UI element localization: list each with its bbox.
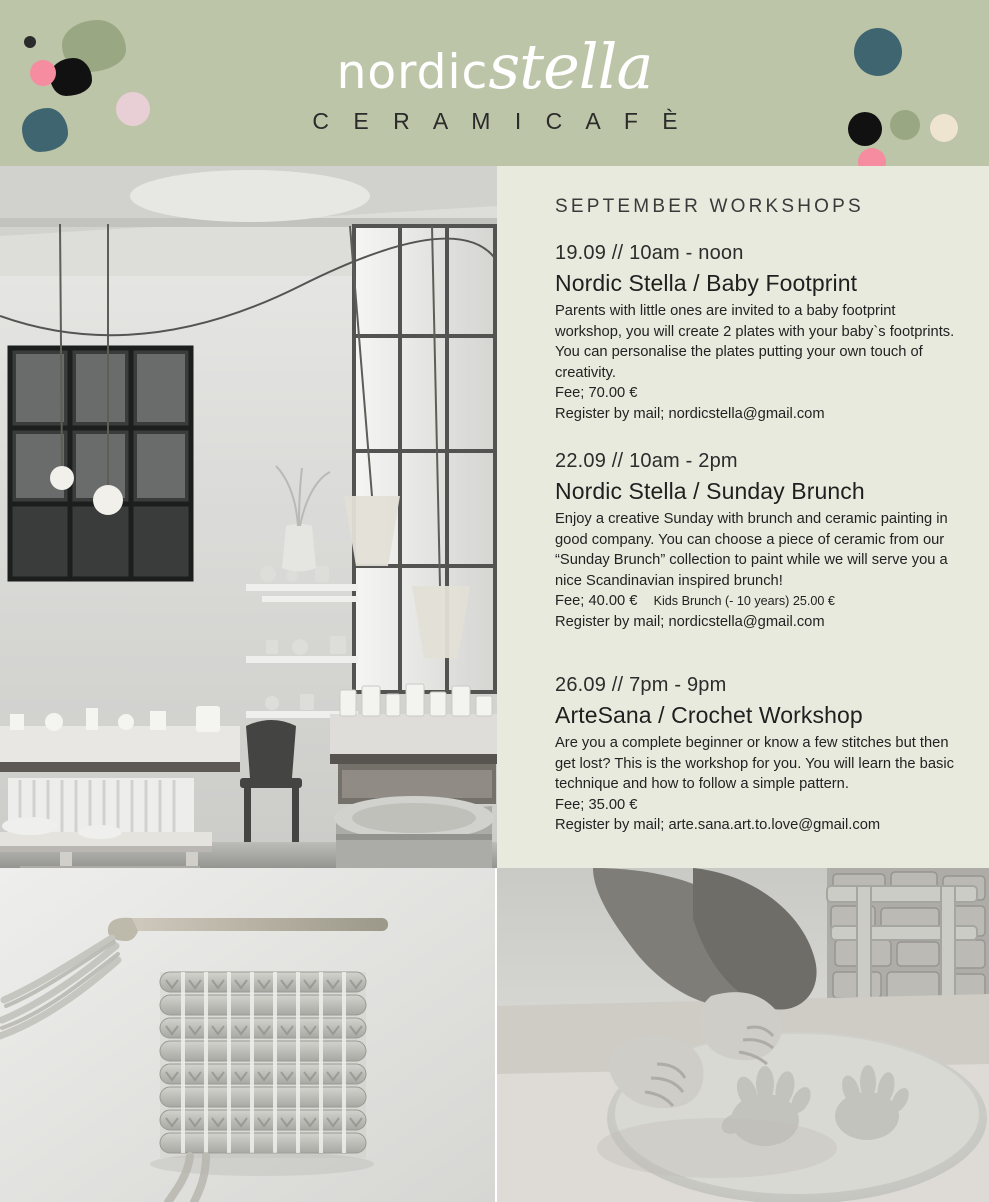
brand-name-part1: nordic [336,45,489,100]
decor-blob-pink-left [30,60,56,86]
workshop-fee: Fee; 70.00 € [555,385,638,401]
workshop-date: 26.09 // 7pm - 9pm [555,674,727,696]
brand-tagline: C E R A M I C A F È [312,108,687,134]
workshop-title: Nordic Stella / Sunday Brunch [555,478,865,504]
workshop-item [555,242,955,424]
workshop-description: Parents with little ones are invited to a baby footprint workshop, you will create 2 plates with your baby`s footprints. You can personalise the plates putting your own touch of creativity. [555,303,955,381]
decor-blob-blush-left [116,92,150,126]
decor-blob-dot-left [24,36,36,48]
decor-blob-teal-right [854,28,902,76]
workshops-panel [497,166,989,868]
crochet-swatch-photo [0,868,495,1202]
workshop-fee-extra: Kids Brunch (- 10 years) 25.00 € [653,594,835,608]
decor-blob-cream-right [930,114,958,142]
clay-handprint-photo [497,868,989,1202]
workshop-fee-main: Fee; 40.00 € [555,593,638,609]
brand-name [0,30,989,103]
workshop-fee: Fee; 35.00 € [555,796,638,813]
decor-blob-pink-right [858,148,886,166]
decor-blob-teal-left [22,108,68,152]
decor-blob-black-left [50,58,92,96]
workshop-register: Register by mail; arte.sana.art.to.love@gmail.com [555,817,881,833]
workshop-register: Register by mail; nordicstella@gmail.com [555,613,825,630]
studio-interior-photo [0,166,497,868]
header-band [0,0,989,166]
workshop-item [555,674,955,836]
brand-name-part2: stella [488,30,653,103]
workshop-title: Nordic Stella / Baby Footprint [555,270,858,296]
decor-blob-sage-right [890,110,920,140]
workshop-description: Enjoy a creative Sunday with brunch and ceramic painting in good company. You can choose a piece of ceramic from our “Sunday Brunch” collection to paint while we will serve you a nice Scandinavian inspired brunch! [555,511,948,589]
workshop-description: Are you a complete beginner or know a few stitches but then get lost? This is the workshop for you. You will learn the basic technique and how to follow a simple pattern. [555,735,954,792]
workshop-fee [555,591,955,612]
workshop-register: Register by mail; nordicstella@gmail.com [555,405,825,422]
brand-logo [0,30,989,135]
workshop-date: 19.09 // 10am - noon [555,242,744,264]
section-title: SEPTEMBER WORKSHOPS [555,196,864,217]
workshop-item [555,450,955,632]
decor-blob-black-right [848,112,882,146]
workshop-date: 22.09 // 10am - 2pm [555,450,738,472]
workshop-title: ArteSana / Crochet Workshop [555,702,863,728]
